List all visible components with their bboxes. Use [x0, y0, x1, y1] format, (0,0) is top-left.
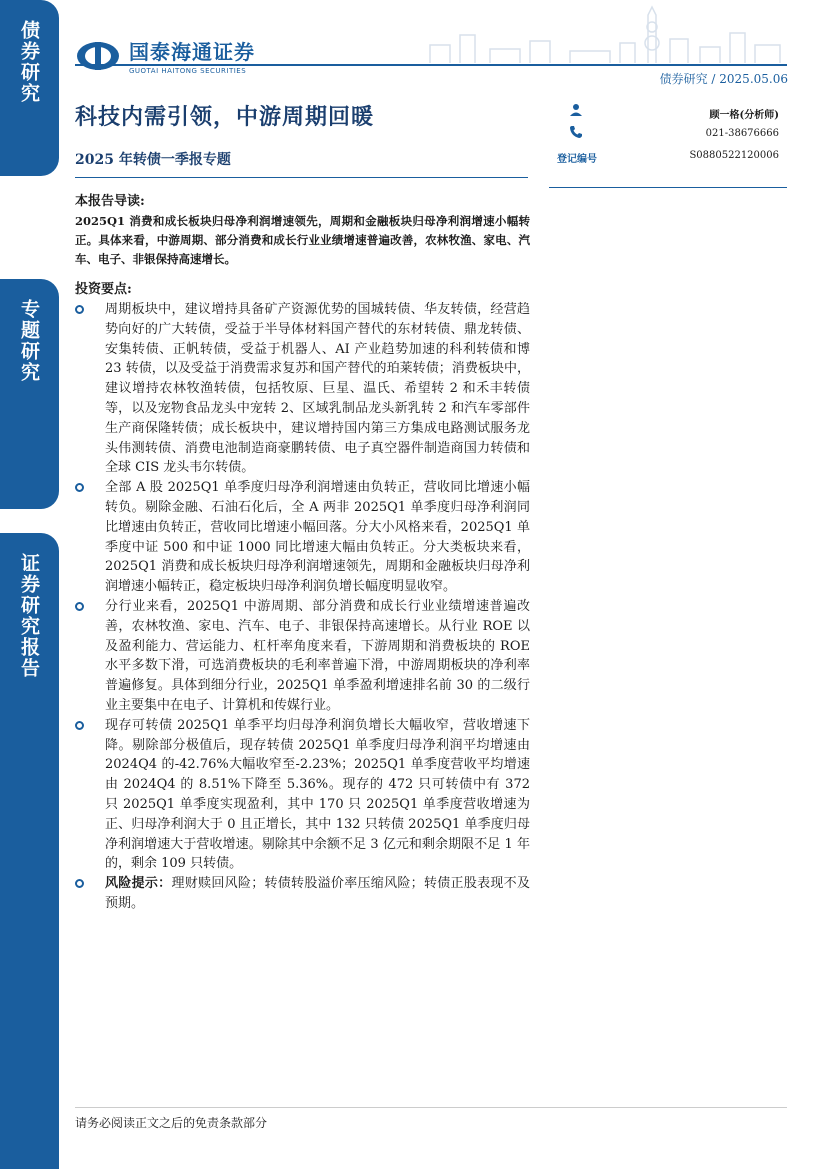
points-heading: 投资要点:	[75, 282, 132, 297]
reg-label: 登记编号	[557, 154, 597, 165]
footer-disclaimer: 请务必阅读正文之后的免责条款部分	[75, 1116, 268, 1130]
risk-label: 风险提示：	[105, 876, 172, 892]
point-text: 分行业来看，2025Q1 中游周期、部分消费和成长行业业绩增速普遍改善，农林牧渔、家电、汽车、电子、非银保持高速增长。从行业 ROE 以及盈利能力、营运能力、杠杆率角度来看，下游周期和消费板块的 ROE 水平多数下滑，可选消费板块的毛利率普遍下滑，中游周期板块的净利率普遍修复。具体到细分行业，2025Q1 单季盈利增速排名前 30 的二级行业主要集中在电子、计算机和传媒行业。	[105, 598, 530, 713]
sidebar-block-type	[0, 279, 59, 509]
header-rule	[75, 64, 787, 66]
category-date: 债券研究 / 2025.05.06	[659, 72, 788, 86]
sidebar-category-text: 债券研究	[18, 20, 40, 104]
point-text: 全部 A 股 2025Q1 单季度归母净利润增速由负转正，营收同比增速小幅转负。剔除金融、石油石化后，全 A 两非 2025Q1 单季度归母净利润同比增速由负转正，营收同比增速小幅回落。分大小风格来看，2025Q1 单季度中证 500 和中证 1000 同比增速大幅由负转正。分大类板块来看，2025Q1 消费和成长板块归母净利润增速领先，周期和金融板块归母净利润增速小幅转正，稳定板块归母净利润负增长幅度明显收窄。	[105, 480, 530, 595]
reg-number: S0880522120006	[689, 150, 779, 161]
logo-emblem-icon	[75, 40, 121, 72]
analyst-phone: 021-38676666	[705, 128, 779, 139]
sidebar-report-text: 证券研究报告	[18, 553, 40, 679]
phone-icon	[569, 125, 583, 143]
guide-text: 2025Q1 消费和成长板块归母净利润增速领先，周期和金融板块归母净利润增速小幅转正。具体来看，中游周期、部分消费和成长行业业绩增速普遍改善，农林牧渔、家电、汽车、电子、非银保持高速增长。	[75, 214, 530, 266]
point-text: 现存可转债 2025Q1 单季平均归母净利润负增长大幅收窄，营收增速下降。剔除部分极值后，现存转债 2025Q1 单季度归母净利润平均增速由 2024Q4 的-42.76%大幅收窄至-2.23%；2025Q1 单季度营收平均增速由 2024Q4 的 8.51%下降至 5.36%。现存的 472 只可转债中有 372 只 2025Q1 单季度实现盈利，其中 170 只 2025Q1 单季度营收增速为正、归母净利润大于 0 且正增长，其中 132 只转债 2025Q1 单季度归母净利润增速大于营收增速。剔除其中余额不足 3 亿元和剩余期限不足 1 年的，剩余 109 只转债。	[105, 717, 530, 872]
bullet-icon	[75, 721, 84, 730]
investment-points	[75, 300, 530, 914]
analyst-rule	[549, 187, 787, 188]
sidebar-type-text: 专题研究	[18, 299, 40, 383]
logo-name-en: GUOTAI HAITONG SECURITIES	[129, 67, 247, 75]
logo-name-cn: 国泰海通证券	[129, 40, 255, 64]
point-item	[75, 716, 530, 874]
title-rule	[75, 177, 528, 178]
guide-heading: 本报告导读:	[75, 194, 145, 209]
point-text: 周期板块中，建议增持具备矿产资源优势的国城转债、华友转债，经营趋势向好的广大转债，受益于半导体材料国产替代的东材转债、鼎龙转债、安集转债、正帆转债，受益于机器人、AI 产业趋势加速的科利转债和博 23 转债，以及受益于消费需求复苏和国产替代的珀莱转债；消费板块中，建议增持农林牧渔转债，包括牧原、巨星、温氏、希望转 2 和禾丰转债等，以及宠物食品龙头中宠转 2、区域乳制品龙头新乳转 2 和汽车零部件生产商保隆转债；成长板块中，建议增持国内第三方集成电路测试服务龙头伟测转债、消费电池制造商豪鹏转债、电子真空器件制造商国力转债和全球 CIS 龙头韦尔转债。	[105, 302, 530, 476]
bullet-icon	[75, 483, 84, 492]
sidebar-block-category	[0, 0, 59, 176]
report-title: 科技内需引领，中游周期回暖	[75, 104, 375, 130]
point-item	[75, 300, 530, 478]
risk-text: 理财赎回风险；转债转股溢价率压缩风险；转债正股表现不及预期。	[105, 876, 530, 911]
footer-rule	[75, 1107, 787, 1108]
risk-item	[75, 874, 530, 914]
city-skyline-graphic	[420, 5, 790, 65]
person-icon	[569, 103, 583, 121]
bullet-icon	[75, 879, 84, 888]
point-item	[75, 478, 530, 597]
sidebar	[0, 0, 59, 1169]
report-subtitle: 2025 年转债一季报专题	[75, 152, 231, 168]
bullet-icon	[75, 602, 84, 611]
company-logo	[75, 36, 255, 75]
sidebar-block-report	[0, 533, 59, 1169]
bullet-icon	[75, 305, 84, 314]
analyst-name: 顾一格(分析师)	[709, 110, 779, 121]
point-item	[75, 597, 530, 716]
